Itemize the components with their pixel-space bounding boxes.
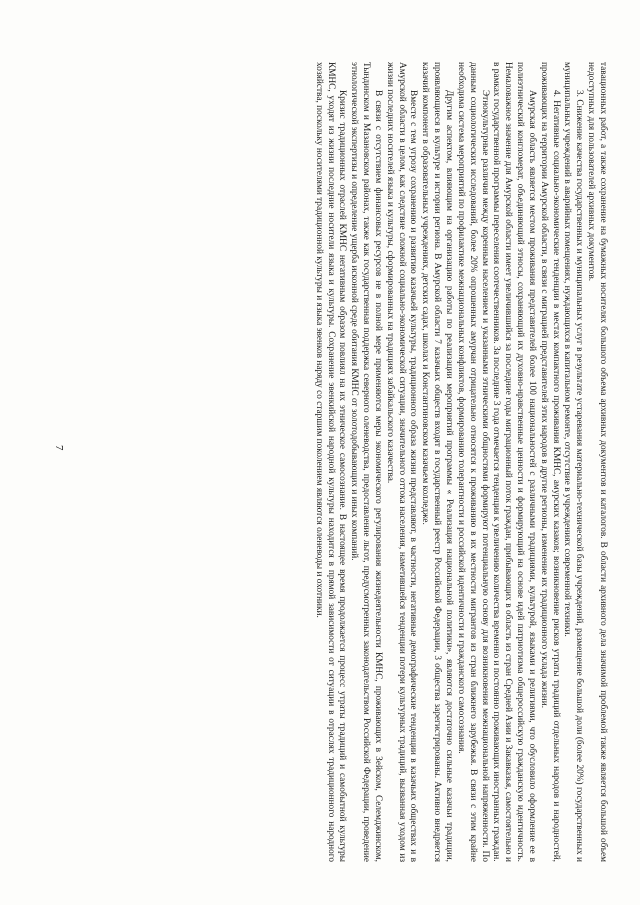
paragraph: 3. Снижение качества государственных и муниципальных услуг в результате устаревания материально-технической базы учреждений, размещение большой доли (более 20%) государственных и муниципальных учреждений в аварийных помещениях, нуждающихся в капитальном ремонте, отсутствие в учреждениях современной техники.	[562, 62, 585, 862]
paragraph: 4. Негативные социально-экономические тенденции в местах компактного проживания КМНС, амурских казаков; возникновение рисков утраты традиций отдельных народов и народностей, проживающих на территории Амурской области, в связи с миграцией представителей этих народов в другие регионы, изменение их традиционного уклада жизни.	[538, 62, 561, 862]
paragraph: Другим аспектом, влияющим на организацию работы по реализации мероприятий программы « Реализация национальной политики», являются достаточно сильные казачьи традиции, проявляющиеся в культуре и истории региона. В Амурской области 7 казачьих обществ входят в государственный реестр Российской Федерации, 3 общества зарегистрированы. Активно внедряется казачий компонент в образовательных учреждениях, детских садах, школах и Константиновском казачьем колледже.	[420, 62, 455, 862]
paragraph: В связи с отсутствием финансовых ресурсов не в полной мере применяются меры экономического регулирования жизнедеятельности КМНС, проживающих в Зейском, Селемджинском, Тындинском и Мазановском районах, также как государственная поддержка северного оленеводства, предоставление льгот, предусмотренных законодательством Российской Федерации, проведение этнологической экспертизы и определение ущерба исконной среде обитания КМНС от золотодобывающих и иных компаний.	[349, 62, 383, 862]
page-number: 7	[53, 445, 65, 451]
paragraph: Амурская область является местом проживания представителей более 100 национальностей с различными традициями, культурой, языками и религиями, что обусловило оформление ее в полиэтнический конгломерат, объединяющий этносы, сохраняющий их духовно-нравственные ценности и формирующий на основе идей патриотизма общероссийскую гражданскую идентичность. Немаловажное значение для Амурской области имеет увеличившийся за последние годы миграционный поток граждан, прибывающих в область из стран Средней Азии и Закавказья, самостоятельно и в рамках государственной программы переселения соотечественников. За последние 3 года отмечается тенденция к увеличению количества временно и постоянно проживающих иностранных граждан.	[491, 62, 537, 862]
paragraph: Кризис традиционных отраслей КМНС негативным образом повлиял на их этническое самосознание. В настоящее время продолжается процесс утраты традиций и самобытной культуры КМНС, уходят из жизни последние носители языка и культуры. Сохранение эвенкийской народной культуры находится в прямой зависимости от ситуации в отраслях традиционного народного хозяйства, поскольку носителями традиционной культуры и языка эвенков наряду со старшим поколением являются оленеводы и охотники.	[313, 62, 348, 862]
body-text	[88, 62, 608, 862]
paragraph: Вместе с тем угрозу сохранению и развитию казачьей культуры, традиционного образа жизни представляют, в частности, негативные демографические тенденции в казачьих обществах и в Амурской области в целом, как следствие сложной социально-экономической ситуации, значительного оттока населения, наметившейся тенденции потери культурных традиций, вызванная уходом из жизни последних носителей языка и культуры, сформированных на традициях забайкальского казачества.	[384, 62, 419, 862]
paragraph: тавационных работ, а также сохранение на бумажных носителях большого объема архивных документов и каталогов. В области архивного дела значимой проблемой также является большой объем недоступных для пользователей архивных документов.	[586, 62, 608, 862]
paragraph: Этнокультурные различия между коренным населением и указанными этническими общностями формируют потенциальную основу для возникновения межнациональной напряженности. По данным социологических исследований, более 20% опрошенных амурчан отрицательно относятся к проживанию в их местности мигрантов из стран ближнего зарубежья. В связи с этим крайне необходима система мероприятий по профилактике межнациональных конфликтов, формированию толерантности и российской идентичности и гражданского самосознания.	[455, 62, 490, 862]
